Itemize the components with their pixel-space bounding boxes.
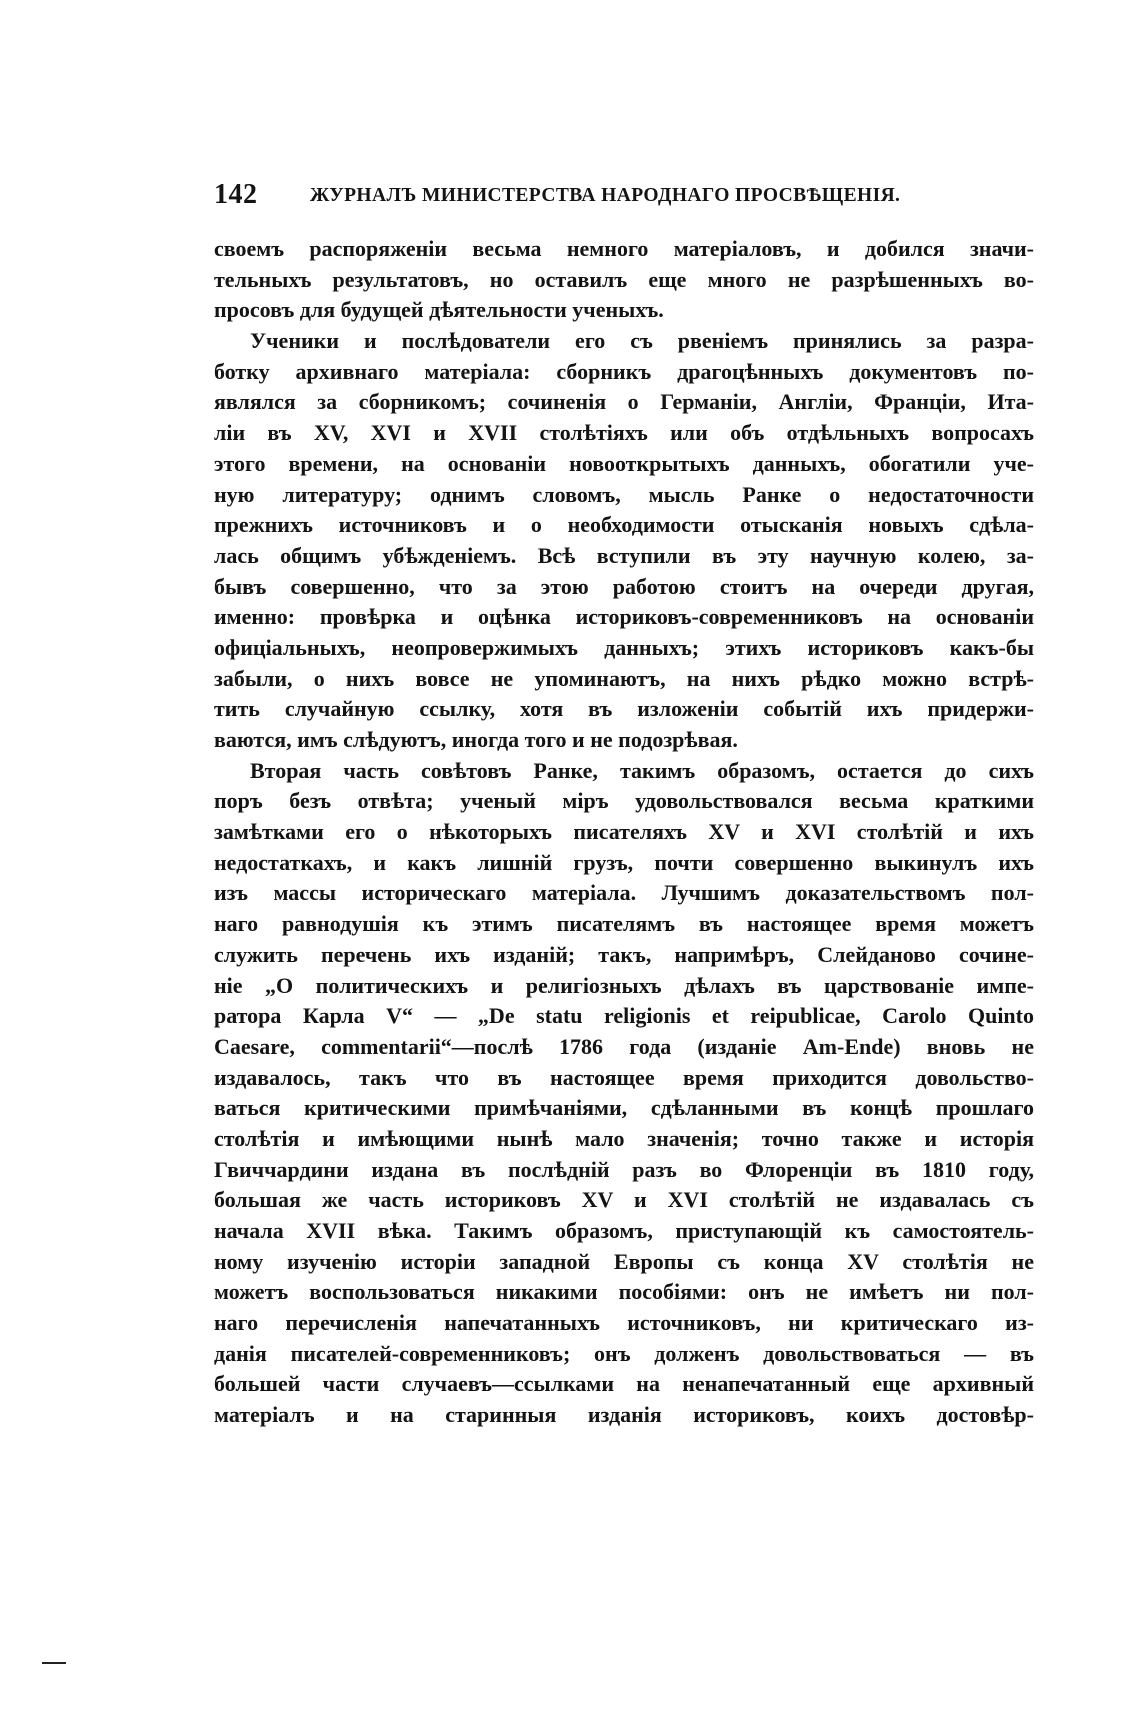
text-line: большая же часть историковъ XV и XVI столѣтій не издавалась съ — [214, 1187, 1034, 1213]
text-line: недостаткахъ, и какъ лишній грузъ, почти совершенно выкинулъ ихъ — [214, 849, 1034, 875]
page-number: 142 — [214, 179, 258, 210]
page-header — [214, 178, 914, 218]
text-line: ную литературу; однимъ словомъ, мысль Ранке о недостаточности — [214, 481, 1034, 507]
text-line: Гвиччардини издана въ послѣдній разъ во Флоренціи въ 1810 году, — [214, 1156, 1034, 1182]
text-line: столѣтія и имѣющими нынѣ мало значенія; точно также и исторія — [214, 1125, 1034, 1151]
text-line: этого времени, на основаніи новооткрытыхъ данныхъ, обогатили уче- — [214, 450, 1034, 476]
footer-dash — [42, 1662, 66, 1664]
text-line: прежнихъ источниковъ и о необходимости отысканія новыхъ сдѣла- — [214, 512, 1034, 538]
text-line: Ученики и послѣдователи его съ рвеніемъ принялись за разра- — [250, 328, 1034, 354]
text-line: наго равнодушія къ этимъ писателямъ въ настоящее время можетъ — [214, 911, 1034, 937]
running-head: ЖУРНАЛЪ МИНИСТЕРСТВА НАРОДНАГО ПРОСВѢЩЕНІЯ. — [310, 185, 901, 206]
text-line: большей части случаевъ—ссылками на ненапечатанный еще архивный — [214, 1371, 1034, 1397]
text-line: издавалось, такъ что въ настоящее время приходится довольство- — [214, 1064, 1034, 1090]
text-line: именно: провѣрка и оцѣнка историковъ-современниковъ на основаніи — [214, 604, 1034, 630]
text-line: наго перечисленія напечатанныхъ источниковъ, ни критическаго из- — [214, 1310, 1034, 1336]
text-line: тить случайную ссылку, хотя въ изложеніи событій ихъ придержи- — [214, 696, 1034, 722]
text-line: данія писателей-современниковъ; онъ долженъ довольствоваться — въ — [214, 1340, 1034, 1366]
text-line: ніе „О политическихъ и религіозныхъ дѣлахъ въ царствованіе импе- — [214, 972, 1034, 998]
text-line: замѣтками его о нѣкоторыхъ писателяхъ XV и XVI столѣтій и ихъ — [214, 819, 1034, 845]
body-text — [214, 234, 1034, 1431]
text-line: являлся за сборникомъ; сочиненія о Германіи, Англіи, Франціи, Ита- — [214, 389, 1034, 415]
text-line: поръ безъ отвѣта; ученый міръ удовольствовался весьма краткими — [214, 788, 1034, 814]
text-line: Вторая часть совѣтовъ Ранке, такимъ образомъ, остается до сихъ — [250, 757, 1034, 783]
text-line: ваться критическими примѣчаніями, сдѣланными въ концѣ прошлаго — [214, 1095, 1034, 1121]
text-line: служить перечень ихъ изданій; такъ, напримѣръ, Слейданово сочине- — [214, 941, 1034, 967]
text-line: изъ массы историческаго матеріала. Лучшимъ доказательствомъ пол- — [214, 880, 1034, 906]
text-line: Caesare, commentarii“—послѣ 1786 года (изданіе Am-Ende) вновь не — [214, 1033, 1034, 1059]
text-line: ліи въ XV, XVI и XVII столѣтіяхъ или объ отдѣльныхъ вопросахъ — [214, 420, 1034, 446]
text-line: ботку архивнаго матеріала: сборникъ драгоцѣнныхъ документовъ по- — [214, 358, 1034, 384]
text-line: лась общимъ убѣжденіемъ. Всѣ вступили въ эту научную колею, за- — [214, 542, 1034, 568]
text-line: начала XVII вѣка. Такимъ образомъ, приступающій къ самостоятель- — [214, 1218, 1034, 1243]
text-line: ваются, имъ слѣдуютъ, иногда того и не подозрѣвая. — [214, 727, 738, 752]
text-line: тельныхъ результатовъ, но оставилъ еще много не разрѣшенныхъ во- — [214, 266, 1034, 292]
text-line: можетъ воспользоваться никакими пособіями: онъ не имѣетъ ни пол- — [214, 1279, 1034, 1305]
text-line: ратора Карла V“ — „De statu religionis et reipublicae, Carolo Quinto — [214, 1003, 1034, 1029]
text-line: ному изученію исторіи западной Европы съ конца XV столѣтія не — [214, 1248, 1034, 1274]
text-line: матеріалъ и на старинныя изданія историковъ, коихъ достовѣр- — [214, 1402, 1034, 1428]
text-line: просовъ для будущей дѣятельности ученыхъ. — [214, 297, 664, 323]
text-line: своемъ распоряженіи весьма немного матеріаловъ, и добился значи- — [214, 236, 1034, 261]
text-line: офиціальныхъ, неопровержимыхъ данныхъ; этихъ историковъ какъ-бы — [214, 634, 1034, 660]
text-line: забыли, о нихъ вовсе не упоминаютъ, на нихъ рѣдко можно встрѣ- — [214, 665, 1034, 691]
text-line: бывъ совершенно, что за этою работою стоитъ на очереди другая, — [214, 573, 1034, 599]
